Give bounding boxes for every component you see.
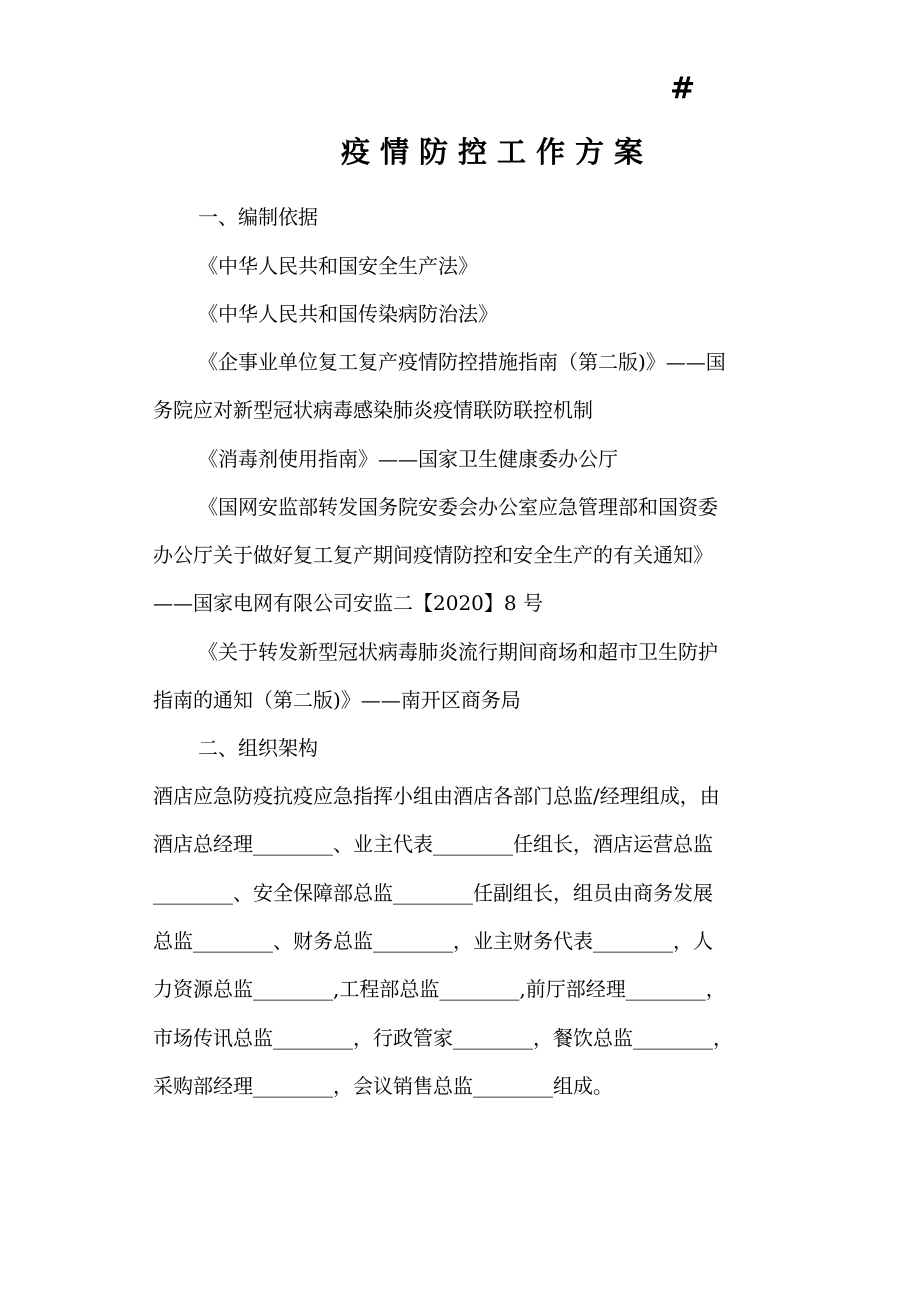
reference-disease-law: 《中华人民共和国传染病防治法》 (198, 302, 498, 326)
organization-paragraph-line5: 力资源总监________,工程部总监________,前厅部经理________， (153, 977, 726, 1001)
reference-notice-line2: 办公厅关于做好复工复产期间疫情防控和安全生产的有关通知》 (153, 543, 713, 567)
reference-safety-law: 《中华人民共和国安全生产法》 (198, 254, 478, 278)
organization-paragraph-line4: 总监________、财务总监________，业主财务代表________，人 (153, 929, 713, 953)
reference-guideline-line1: 《企事业单位复工复产疫情防控措施指南（第二版)》——国 (198, 350, 726, 374)
reference-guideline-line2: 务院应对新型冠状病毒感染肺炎疫情联防联控机制 (153, 398, 593, 422)
document-title: 疫情防控工作方案 (340, 135, 653, 169)
organization-paragraph-line1: 酒店应急防疫抗疫应急指挥小组由酒店各部门总监/经理组成，由 (153, 784, 720, 808)
organization-paragraph-line2: 酒店总经理________、业主代表________任组长，酒店运营总监 (153, 832, 713, 856)
reference-notice-line1: 《国网安监部转发国务院安委会办公室应急管理部和国资委 (198, 495, 718, 519)
reference-notice-line3: ——国家电网有限公司安监二【2020】8 号 (153, 591, 543, 615)
reference-market-line1: 《关于转发新型冠状病毒肺炎流行期间商场和超市卫生防护 (198, 640, 718, 664)
reference-disinfectant: 《消毒剂使用指南》——国家卫生健康委办公厅 (198, 447, 618, 471)
organization-paragraph-line6: 市场传讯总监________，行政管家________，餐饮总监________， (153, 1026, 733, 1050)
section-heading-organization: 二、组织架构 (198, 736, 318, 760)
page-marker: # (670, 71, 696, 106)
section-heading-basis: 一、编制依据 (198, 205, 318, 229)
reference-market-line2: 指南的通知（第二版)》——南开区商务局 (153, 688, 521, 712)
organization-paragraph-line7: 采购部经理________，会议销售总监________组成。 (153, 1074, 613, 1098)
organization-paragraph-line3: ________、安全保障部总监________任副组长，组员由商务发展 (153, 881, 713, 905)
